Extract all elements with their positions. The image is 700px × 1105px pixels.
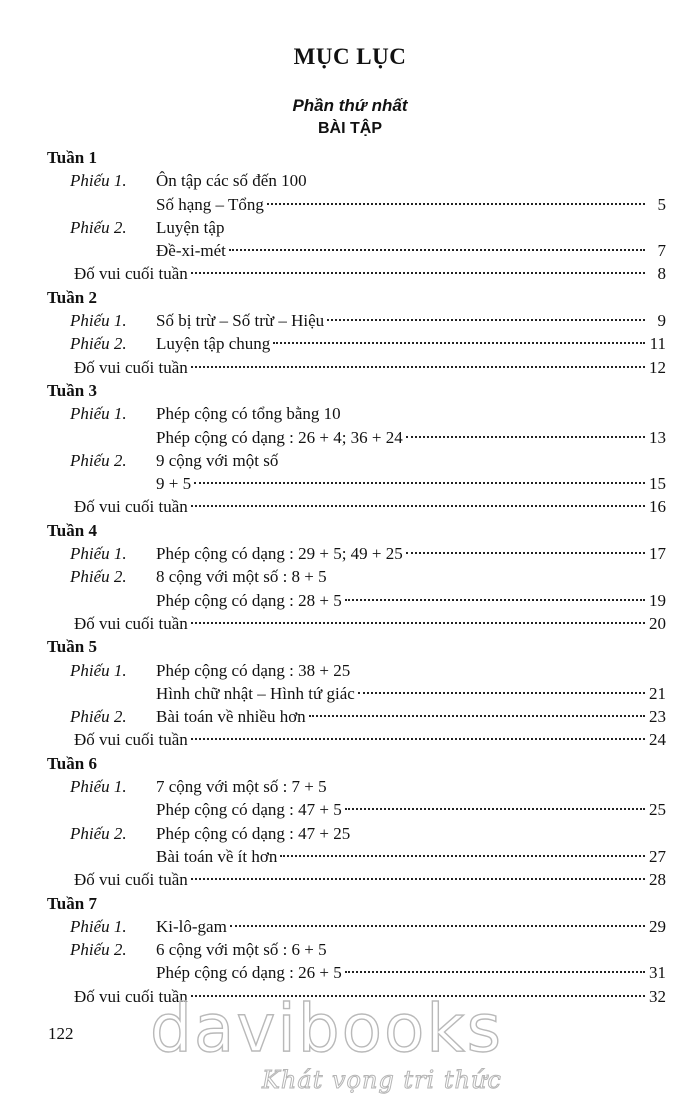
dot-leader (230, 925, 645, 927)
toc-row (0, 705, 700, 728)
entry-page-number: 21 (649, 683, 666, 703)
dot-leader (191, 622, 645, 624)
toc-entry (156, 798, 666, 821)
toc-row (0, 565, 700, 588)
toc-row (0, 775, 700, 798)
entry-title: Đố vui cuối tuần (74, 986, 188, 1006)
entry-title: Đố vui cuối tuần (74, 264, 188, 284)
entry-page-number: 23 (649, 707, 666, 727)
toc-row (0, 938, 700, 961)
toc-row (0, 682, 700, 705)
toc-entry (74, 728, 666, 751)
week-heading: Tuần 5 (47, 637, 97, 657)
toc-row-quiz (0, 495, 700, 518)
sheet-label: Phiếu 2. (70, 334, 127, 354)
sheet-label: Phiếu 2. (70, 940, 127, 960)
toc-entry (74, 612, 666, 635)
dot-leader (229, 249, 645, 251)
toc-row (0, 216, 700, 239)
entry-title: 8 cộng với một số : 8 + 5 (156, 567, 327, 587)
toc-entry (74, 868, 666, 891)
dot-leader (191, 272, 645, 274)
entry-title: 7 cộng với một số : 7 + 5 (156, 777, 327, 797)
dot-leader (191, 738, 645, 740)
entry-page-number: 19 (649, 590, 666, 610)
dot-leader (194, 482, 645, 484)
toc-entry (74, 356, 666, 379)
entry-page-number: 12 (649, 357, 666, 377)
toc-row (0, 426, 700, 449)
entry-page-number: 9 (657, 311, 666, 331)
toc-entry (156, 239, 666, 262)
sheet-label: Phiếu 1. (70, 916, 127, 936)
toc-entry (156, 332, 666, 355)
toc-entry (156, 193, 666, 216)
dot-leader (309, 715, 645, 717)
entry-title: Luyện tập chung (156, 334, 271, 354)
entry-title: Số bị trừ – Số trừ – Hiệu (156, 311, 325, 331)
entry-page-number: 31 (649, 963, 666, 983)
watermark-slogan: Khát vọng tri thức (262, 1066, 502, 1094)
entry-title: Số hạng – Tổng (156, 194, 264, 214)
dot-leader (191, 505, 645, 507)
week-heading: Tuần 2 (47, 287, 97, 307)
entry-page-number: 8 (657, 264, 666, 284)
toc-row (0, 402, 700, 425)
sheet-label: Phiếu 1. (70, 171, 127, 191)
sheet-label: Phiếu 2. (70, 567, 127, 587)
dot-leader (345, 599, 645, 601)
toc-row (0, 449, 700, 472)
week-heading: Tuần 7 (47, 893, 97, 913)
entry-title: Hình chữ nhật – Hình tứ giác (156, 683, 355, 703)
toc-row-quiz (0, 262, 700, 285)
dot-leader (280, 855, 645, 857)
dot-leader (406, 436, 645, 438)
toc-row (0, 961, 700, 984)
toc-entry (156, 961, 666, 984)
sheet-label: Phiếu 1. (70, 777, 127, 797)
dot-leader (358, 692, 645, 694)
entry-page-number: 27 (649, 846, 666, 866)
watermark-brand: davibooks (150, 990, 503, 1067)
entry-page-number: 11 (649, 334, 666, 354)
entry-title: Đố vui cuối tuần (74, 870, 188, 890)
entry-title: Phép cộng có dạng : 26 + 5 (156, 963, 342, 983)
sheet-label: Phiếu 1. (70, 404, 127, 424)
sheet-label: Phiếu 1. (70, 544, 127, 564)
toc-row (0, 798, 700, 821)
page-number: 122 (48, 1024, 74, 1043)
entry-page-number: 15 (649, 474, 666, 494)
page-title: MỤC LỤC (293, 44, 407, 69)
entry-title: Luyện tập (156, 217, 225, 237)
dot-leader (345, 971, 645, 973)
toc-row (0, 169, 700, 192)
entry-title: Ôn tập các số đến 100 (156, 171, 307, 191)
entry-title: Bài toán về ít hơn (156, 846, 278, 866)
sheet-label: Phiếu 2. (70, 450, 127, 470)
entry-title: Đố vui cuối tuần (74, 357, 188, 377)
entry-page-number: 28 (649, 870, 666, 890)
toc-row-quiz (0, 728, 700, 751)
entry-title: 6 cộng với một số : 6 + 5 (156, 940, 327, 960)
toc-entry (156, 426, 666, 449)
section-heading: BÀI TẬP (318, 120, 382, 137)
sheet-label: Phiếu 2. (70, 707, 127, 727)
entry-title: Phép cộng có tổng bằng 10 (156, 404, 341, 424)
week-heading: Tuần 1 (47, 148, 97, 167)
dot-leader (406, 552, 645, 554)
dot-leader (345, 808, 645, 810)
entry-title: Phép cộng có dạng : 38 + 25 (156, 660, 351, 680)
toc-entry (74, 262, 666, 285)
entry-title: Phép cộng có dạng : 26 + 4; 36 + 24 (156, 427, 403, 447)
toc-row-quiz (0, 356, 700, 379)
entry-title: Phép cộng có dạng : 47 + 5 (156, 800, 342, 820)
entry-page-number: 29 (649, 916, 666, 936)
toc-entry (156, 589, 666, 612)
entry-title: Ki-lô-gam (156, 916, 227, 936)
dot-leader (191, 878, 645, 880)
toc-row (0, 309, 700, 332)
toc-row (0, 542, 700, 565)
entry-title: Đố vui cuối tuần (74, 497, 188, 517)
toc-row-quiz (0, 612, 700, 635)
entry-title: Phép cộng có dạng : 28 + 5 (156, 590, 342, 610)
entry-title: Đố vui cuối tuần (74, 730, 188, 750)
toc-row (0, 845, 700, 868)
entry-page-number: 17 (649, 544, 666, 564)
toc-entry (156, 682, 666, 705)
toc-row (0, 822, 700, 845)
entry-title: 9 + 5 (156, 474, 192, 494)
sheet-label: Phiếu 2. (70, 217, 127, 237)
dot-leader (191, 366, 645, 368)
entry-title: Bài toán về nhiều hơn (156, 707, 306, 727)
entry-page-number: 13 (649, 427, 666, 447)
toc-entry (156, 915, 666, 938)
toc-row-quiz (0, 868, 700, 891)
entry-title: Phép cộng có dạng : 29 + 5; 49 + 25 (156, 544, 403, 564)
dot-leader (327, 319, 645, 321)
entry-page-number: 7 (657, 241, 666, 261)
sheet-label: Phiếu 1. (70, 660, 127, 680)
toc-row (0, 589, 700, 612)
week-heading: Tuần 6 (47, 753, 97, 773)
toc-row (0, 659, 700, 682)
toc-entry (156, 472, 666, 495)
dot-leader (267, 203, 645, 205)
toc-row (0, 193, 700, 216)
table-of-contents (0, 146, 700, 1008)
week-heading: Tuần 4 (47, 520, 97, 540)
entry-title: Đố vui cuối tuần (74, 613, 188, 633)
toc-entry (156, 705, 666, 728)
entry-page-number: 16 (649, 497, 666, 517)
entry-page-number: 5 (657, 194, 666, 214)
toc-row (0, 915, 700, 938)
entry-page-number: 32 (649, 986, 666, 1006)
toc-row (0, 239, 700, 262)
toc-entry (156, 309, 666, 332)
toc-entry (74, 495, 666, 518)
entry-title: 9 cộng với một số (156, 450, 279, 470)
toc-row (0, 332, 700, 355)
entry-page-number: 20 (649, 613, 666, 633)
sheet-label: Phiếu 2. (70, 823, 127, 843)
sheet-label: Phiếu 1. (70, 311, 127, 331)
part-heading: Phần thứ nhất (292, 96, 408, 115)
week-heading: Tuần 3 (47, 380, 97, 400)
toc-entry (156, 542, 666, 565)
toc-entry (156, 845, 666, 868)
entry-title: Phép cộng có dạng : 47 + 25 (156, 823, 351, 843)
toc-row (0, 472, 700, 495)
entry-page-number: 24 (649, 730, 666, 750)
entry-title: Đề-xi-mét (156, 241, 226, 261)
entry-page-number: 25 (649, 800, 666, 820)
dot-leader (273, 342, 645, 344)
